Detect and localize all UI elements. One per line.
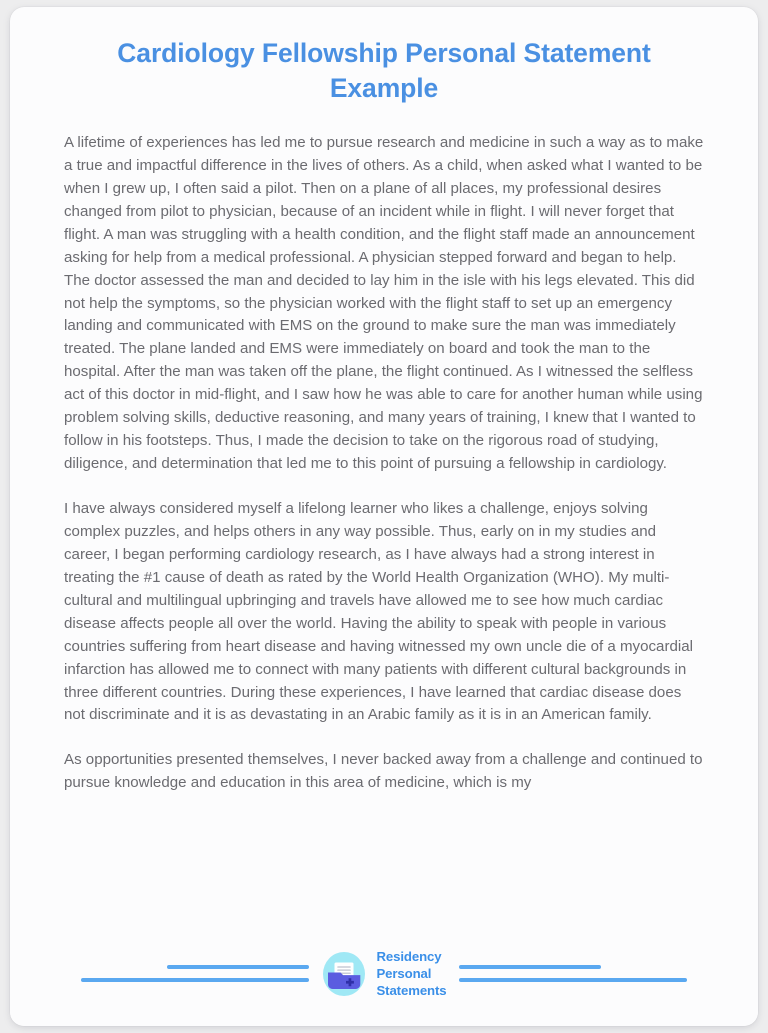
- brand-line-3: Statements: [376, 983, 447, 999]
- paragraph-3: As opportunities presented themselves, I never backed away from a challenge and continued to pursue knowledge and education in this area of medicine, which is my: [64, 751, 703, 792]
- brand-line-2: Personal: [376, 965, 432, 981]
- divider-line: [459, 978, 687, 982]
- divider-line: [81, 978, 309, 982]
- brand-line-1: Residency: [376, 948, 442, 964]
- footer: [10, 921, 758, 1026]
- page-title: Cardiology Fellowship Personal Statement Example: [117, 38, 651, 103]
- statement-text: [64, 132, 704, 795]
- document-card: [10, 7, 758, 1026]
- medical-folder-icon: [321, 951, 367, 997]
- divider-line: [167, 965, 309, 969]
- brand-wordmark: [376, 948, 446, 999]
- paragraph-2: I have always considered myself a lifelong learner who likes a challenge, enjoys solving complex puzzles, and helps others in any way possible. Thus, early on in my studies and career, I began performing cardiology research, as I have always had a strong interest in treating the #1 cause of death as rated by the World Health Organization (WHO). My multi-cultural and multilingual upbringing and travels have allowed me to see how much cardiac disease affects people all over the world. Having the ability to speak with people in various countries suffering from heart disease and having witnessed my own uncle die of a myocardial infarction has allowed me to connect with many patients with different cultural backgrounds in three different countries. During these experiences, I have learned that cardiac disease does not discriminate and it is as devastating in an Arabic family as it is in an American family.: [64, 500, 693, 724]
- paragraph-1: A lifetime of experiences has led me to pursue research and medicine in such a way as to make a true and impactful difference in the lives of others. As a child, when asked what I wanted to be when I grew up, I often said a pilot. Then on a plane of all places, my professional desires changed from pilot to physician, because of an incident while in flight. I will never forget that flight. A man was struggling with a health condition, and the flight staff made an announcement asking for help from a medical professional. A physician stepped forward and began to help. The doctor assessed the man and decided to lay him in the isle with his legs elevated. This did not help the symptoms, so the physician worked with the flight staff to set up an emergency landing and communicated with EMS on the ground to make sure the man was immediately treated. The plane landed and EMS were immediately on board and took the man to the hospital. After the man was taken off the plane, the flight continued. As I witnessed the selfless act of this doctor in mid-flight, and I saw how he was able to care for another human while using problem solving skills, deductive reasoning, and many years of training, I knew that I wanted to follow in his footsteps. Thus, I made the decision to take on the rigorous road of studying, diligence, and determination that led me to this point of pursuing a fellowship in cardiology.: [64, 133, 704, 473]
- divider-line: [459, 965, 601, 969]
- footer-rules-right: [459, 965, 704, 982]
- footer-rules-left: [64, 965, 309, 982]
- brand-logo[interactable]: [321, 948, 446, 999]
- document-body: [64, 36, 704, 795]
